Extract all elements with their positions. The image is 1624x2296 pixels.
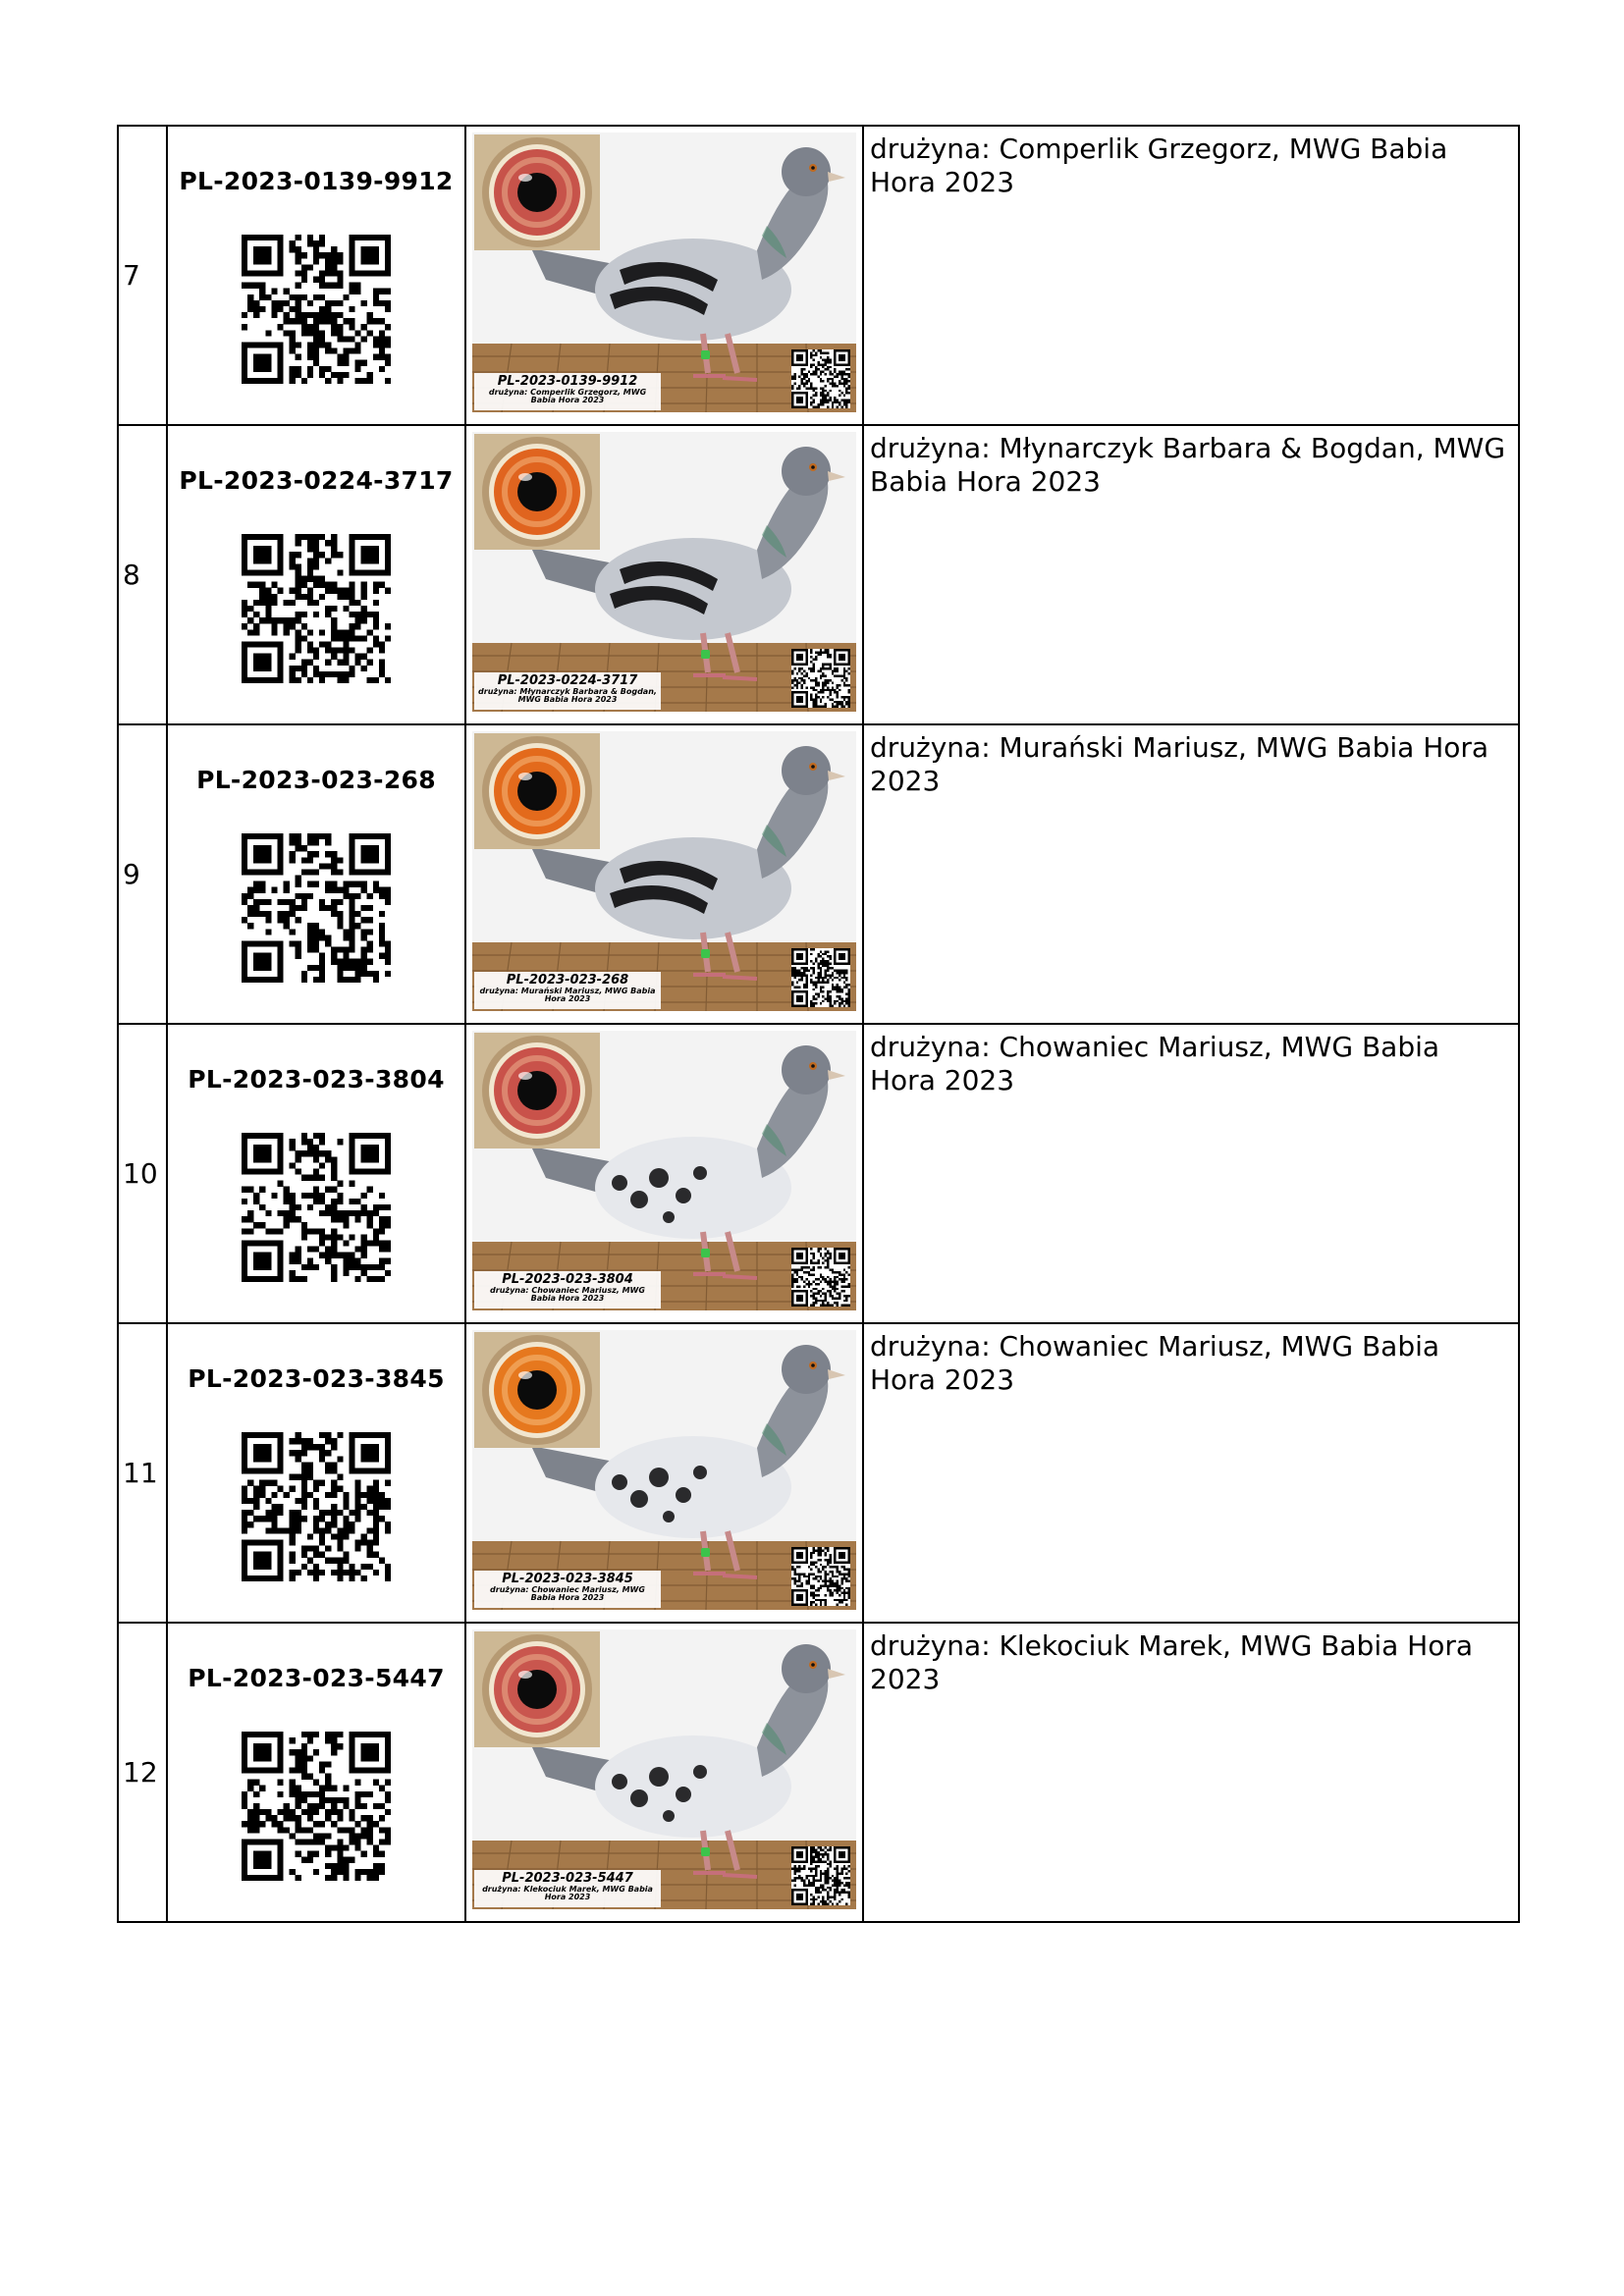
team-cell	[863, 1323, 1519, 1623]
qr-code-icon[interactable]	[242, 1432, 391, 1581]
team-text: drużyna: Chowaniec Mariusz, MWG Babia Hora 2023	[870, 1330, 1440, 1396]
photo-qr-code-icon	[791, 1248, 850, 1307]
row-number-text: 12	[123, 1756, 158, 1789]
ring-number: PL-2023-0139-9912	[179, 167, 454, 195]
ring-number: PL-2023-023-3804	[188, 1065, 445, 1094]
row-number-text: 11	[123, 1457, 158, 1489]
team-text: drużyna: Chowaniec Mariusz, MWG Babia Hora 2023	[870, 1031, 1440, 1096]
ring-cell	[167, 1323, 465, 1623]
eye-closeup-image	[474, 434, 600, 550]
table-row	[118, 425, 1519, 724]
team-text: drużyna: Comperlik Grzegorz, MWG Babia Hora 2023	[870, 133, 1448, 198]
photo-caption-team: drużyna: Chowaniec Mariusz, MWG Babia Hora 2023	[490, 1285, 645, 1304]
photo-caption	[474, 373, 661, 410]
table-row	[118, 1623, 1519, 1922]
photo-caption-team: drużyna: Klekociuk Marek, MWG Babia Hora 2023	[482, 1884, 653, 1902]
photo-cell	[465, 724, 863, 1024]
ring-number: PL-2023-023-3845	[188, 1364, 445, 1393]
row-number-text: 9	[123, 858, 140, 890]
photo-cell	[465, 425, 863, 724]
photo-caption	[474, 972, 661, 1009]
pigeon-table	[117, 125, 1520, 1923]
photo-cell	[465, 126, 863, 425]
photo-qr-code-icon	[791, 349, 850, 408]
photo-cell	[465, 1623, 863, 1922]
photo-caption	[474, 1571, 661, 1608]
table-row	[118, 1323, 1519, 1623]
eye-closeup-image	[474, 134, 600, 250]
pigeon-photo[interactable]	[472, 731, 856, 1011]
row-number-text: 7	[123, 259, 140, 292]
team-cell	[863, 425, 1519, 724]
photo-caption-ring: PL-2023-023-5447	[502, 1871, 633, 1886]
photo-caption	[474, 1870, 661, 1907]
row-number	[118, 724, 167, 1024]
pigeon-photo[interactable]	[472, 1330, 856, 1610]
photo-cell	[465, 1024, 863, 1323]
ring-number: PL-2023-023-5447	[188, 1664, 445, 1692]
photo-caption-team: drużyna: Comperlik Grzegorz, MWG Babia Hora 2023	[488, 387, 647, 405]
photo-cell	[465, 1323, 863, 1623]
pigeon-photo[interactable]	[472, 133, 856, 412]
photo-caption-team: drużyna: Młynarczyk Barbara & Bogdan, MWG Babia Hora 2023	[478, 686, 657, 705]
team-text: drużyna: Młynarczyk Barbara & Bogdan, MWG Babia Hora 2023	[870, 432, 1506, 498]
ring-number: PL-2023-0224-3717	[179, 466, 454, 495]
team-text: drużyna: Murański Mariusz, MWG Babia Hora 2023	[870, 731, 1489, 797]
photo-qr-code-icon	[791, 649, 850, 708]
row-number	[118, 126, 167, 425]
qr-code-icon[interactable]	[242, 235, 391, 384]
qr-code-icon[interactable]	[242, 1133, 391, 1282]
table-row	[118, 724, 1519, 1024]
team-cell	[863, 724, 1519, 1024]
row-number	[118, 425, 167, 724]
eye-closeup-image	[474, 1332, 600, 1448]
photo-caption	[474, 672, 661, 710]
ring-cell	[167, 724, 465, 1024]
pigeon-photo[interactable]	[472, 432, 856, 712]
photo-caption-ring: PL-2023-023-268	[506, 973, 629, 988]
row-number	[118, 1623, 167, 1922]
ring-cell	[167, 1024, 465, 1323]
ring-cell	[167, 126, 465, 425]
team-cell	[863, 1024, 1519, 1323]
ring-cell	[167, 425, 465, 724]
row-number	[118, 1024, 167, 1323]
team-text: drużyna: Klekociuk Marek, MWG Babia Hora 2023	[870, 1629, 1474, 1695]
ring-cell	[167, 1623, 465, 1922]
pigeon-photo[interactable]	[472, 1031, 856, 1310]
photo-caption-ring: PL-2023-023-3845	[502, 1572, 633, 1586]
team-cell	[863, 1623, 1519, 1922]
table-row	[118, 126, 1519, 425]
team-cell	[863, 126, 1519, 425]
eye-closeup-image	[474, 1631, 600, 1747]
qr-code-icon[interactable]	[242, 833, 391, 983]
eye-closeup-image	[474, 1033, 600, 1148]
photo-qr-code-icon	[791, 1547, 850, 1606]
photo-caption-ring: PL-2023-023-3804	[502, 1272, 633, 1287]
row-number-text: 10	[123, 1157, 158, 1190]
photo-caption-ring: PL-2023-0139-9912	[497, 374, 638, 389]
photo-caption	[474, 1271, 661, 1308]
eye-closeup-image	[474, 733, 600, 849]
qr-code-icon[interactable]	[242, 1732, 391, 1881]
photo-caption-ring: PL-2023-0224-3717	[497, 673, 638, 688]
qr-code-icon[interactable]	[242, 534, 391, 683]
row-number	[118, 1323, 167, 1623]
photo-caption-team: drużyna: Chowaniec Mariusz, MWG Babia Hora 2023	[490, 1584, 645, 1603]
table-row	[118, 1024, 1519, 1323]
ring-number: PL-2023-023-268	[196, 766, 436, 794]
photo-caption-team: drużyna: Murański Mariusz, MWG Babia Hora 2023	[479, 986, 656, 1004]
pigeon-photo[interactable]	[472, 1629, 856, 1909]
row-number-text: 8	[123, 559, 140, 591]
photo-qr-code-icon	[791, 948, 850, 1007]
photo-qr-code-icon	[791, 1846, 850, 1905]
